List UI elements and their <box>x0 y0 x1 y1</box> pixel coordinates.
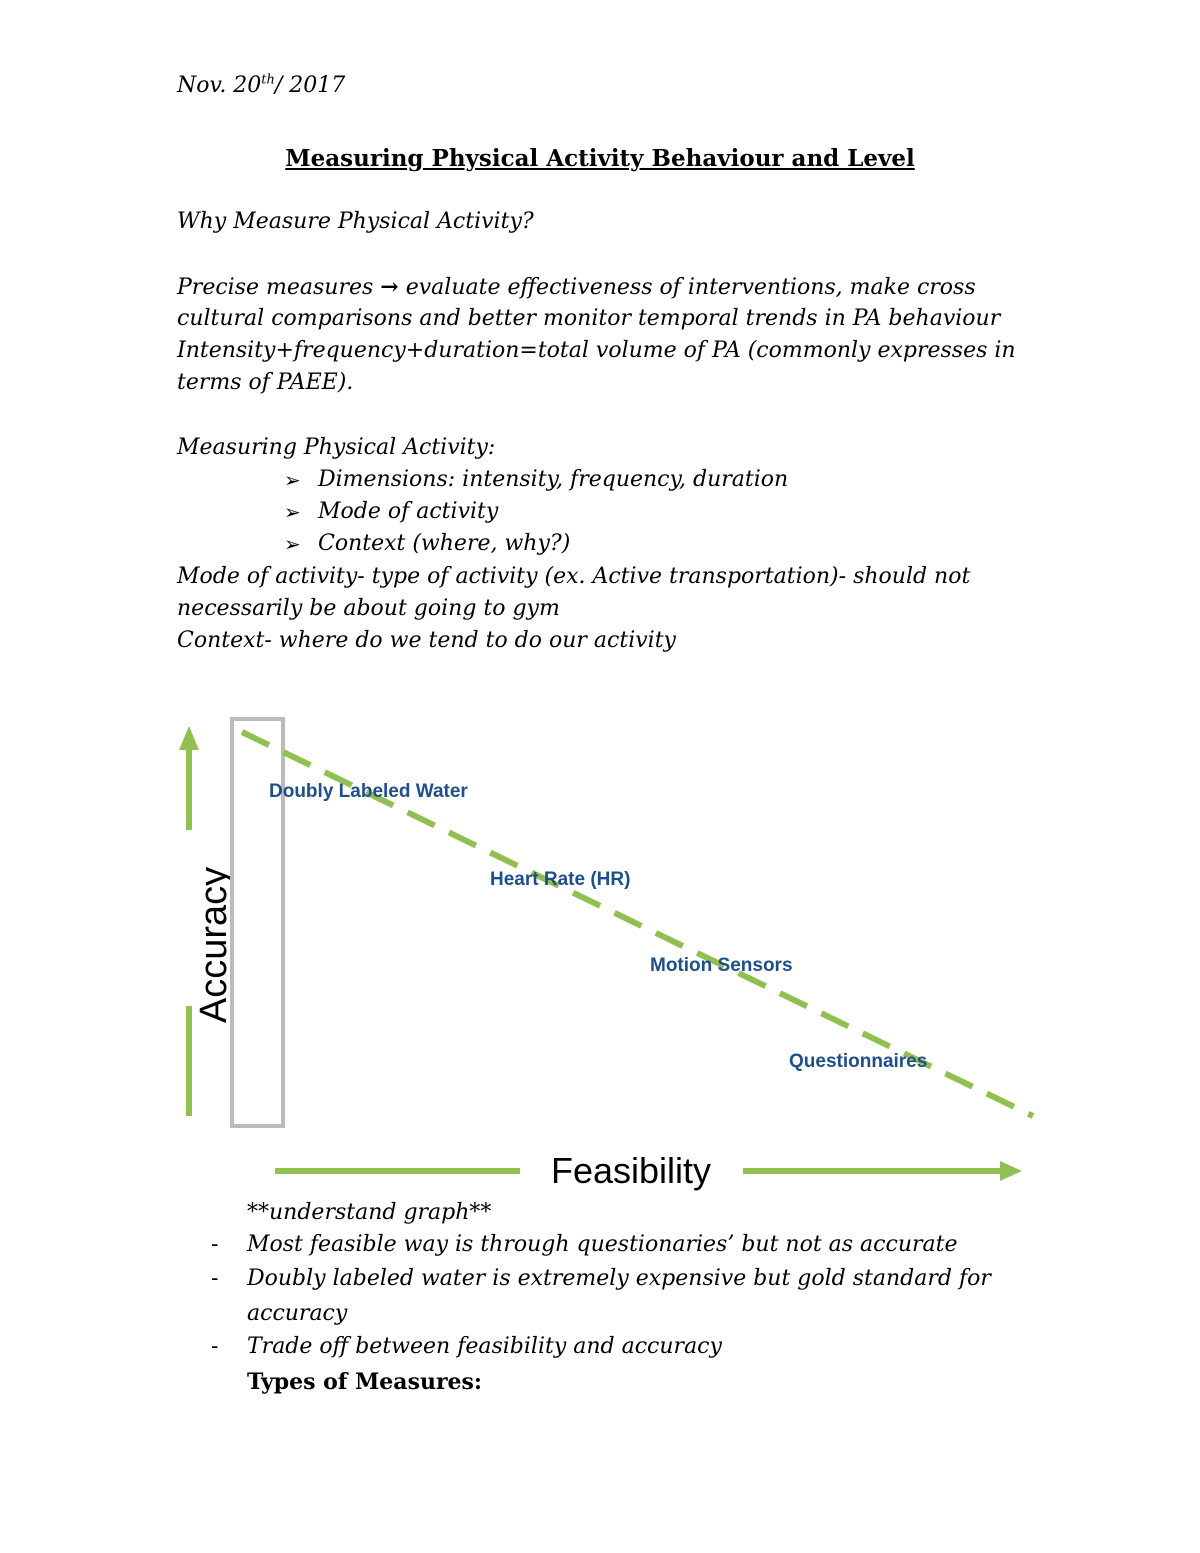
bullet-text: Mode of activity <box>318 499 499 524</box>
date-superscript: th <box>261 72 275 88</box>
date-suffix: / 2017 <box>274 73 346 98</box>
dash-bullet: - <box>211 1266 219 1291</box>
date-line <box>177 70 345 102</box>
accuracy-feasibility-diagram <box>0 700 1200 1195</box>
list-item <box>284 528 571 560</box>
note-text: Trade off between feasibility and accuracy <box>247 1334 722 1359</box>
bullet-text: Context (where, why?) <box>318 531 571 556</box>
label-questionnaires: Questionnaires <box>789 1051 928 1072</box>
note-text: Most feasible way is through questionaries’ but not as accurate <box>247 1232 958 1257</box>
x-axis-label: Feasibility <box>550 1150 712 1191</box>
date-prefix: Nov. 20 <box>177 73 262 98</box>
precise-line-2: cultural comparisons and better monitor temporal trends in PA behaviour <box>177 306 1001 331</box>
y-axis-arrowhead-icon <box>179 726 199 750</box>
why-heading: Why Measure Physical Activity? <box>177 209 534 234</box>
understand-graph-note: **understand graph** <box>247 1200 492 1225</box>
list-item <box>211 1263 991 1295</box>
label-heart-rate: Heart Rate (HR) <box>490 869 631 890</box>
context-line: Context- where do we tend to do our activity <box>177 628 676 653</box>
precise-end: evaluate effectiveness of interventions, make cross <box>398 275 976 300</box>
precise-start: Precise measures <box>177 275 381 300</box>
dash-bullet: - <box>211 1334 219 1359</box>
bullet-text: Dimensions: intensity, frequency, duration <box>318 467 789 492</box>
x-axis-arrowhead-icon <box>1000 1161 1022 1181</box>
list-item <box>211 1229 958 1261</box>
mode-line-2: necessarily be about going to gym <box>177 596 560 621</box>
label-motion-sensors: Motion Sensors <box>650 955 793 976</box>
measuring-heading: Measuring Physical Activity: <box>177 435 496 460</box>
arrow-bullet-icon: ➢ <box>284 500 301 524</box>
page-title: Measuring Physical Activity Behaviour and Level <box>285 145 915 172</box>
precise-line-4: terms of PAEE). <box>177 370 354 395</box>
dash-bullet: - <box>211 1232 219 1257</box>
label-doubly-labeled-water: Doubly Labeled Water <box>269 781 468 802</box>
precise-line-3: Intensity+frequency+duration=total volume of PA (commonly expresses in <box>177 338 1016 363</box>
arrow-bullet-icon: ➢ <box>284 468 301 492</box>
types-of-measures-heading: Types of Measures: <box>247 1369 483 1395</box>
list-item <box>284 464 789 496</box>
arrow-bullet-icon: ➢ <box>284 532 301 556</box>
precise-line-1 <box>177 271 976 304</box>
mode-line-1: Mode of activity- type of activity (ex. Active transportation)- should not <box>177 564 971 589</box>
y-axis-label: Accuracy <box>193 866 235 1024</box>
note-text: Doubly labeled water is extremely expensive but gold standard for <box>247 1266 991 1291</box>
right-arrow-icon: → <box>380 274 399 300</box>
list-item <box>211 1331 722 1363</box>
note-continuation: accuracy <box>247 1301 348 1326</box>
list-item <box>284 496 499 528</box>
